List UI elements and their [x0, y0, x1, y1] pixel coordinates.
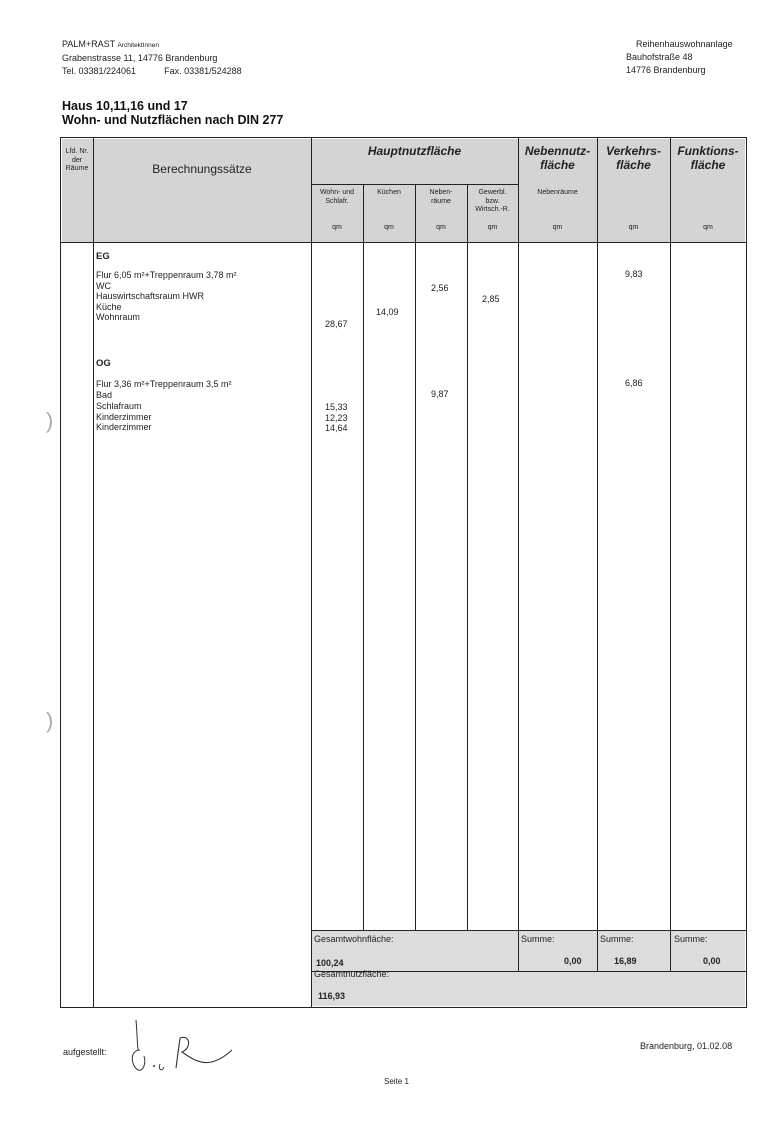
- sum-label-funktion: Summe:: [674, 934, 708, 944]
- col-divider: [311, 138, 312, 1007]
- col-header-lfd-line3: Räume: [65, 165, 89, 172]
- sub-header-wohn: [311, 189, 363, 206]
- col-header-calc: Berechnungssätze: [152, 162, 252, 176]
- col-header-lfd-line2: der: [71, 156, 83, 164]
- group-header-function: [670, 144, 746, 172]
- col-divider: [518, 138, 519, 972]
- table-row-label: Küche: [96, 301, 122, 312]
- unit-label: qm: [332, 224, 342, 231]
- section-eg-rows: [96, 270, 236, 323]
- sub-header-nebenraeume: Nebenräume: [537, 189, 578, 196]
- page-number: Seite 1: [384, 1077, 409, 1086]
- total-wohn-label: Gesamtwohnfläche:: [314, 934, 394, 944]
- row-divider: [311, 184, 519, 185]
- project-city: 14776 Brandenburg: [626, 65, 706, 75]
- col-divider: [415, 184, 416, 930]
- group-header-traffic-line1: Verkehrs-: [606, 144, 661, 158]
- sub-header-gewerbl-line2: bzw.: [485, 197, 500, 205]
- signature-icon: [128, 1020, 238, 1080]
- sub-header-neben: [415, 189, 467, 206]
- sum-label-verkehr: Summe:: [600, 934, 634, 944]
- unit-label: qm: [384, 224, 394, 231]
- total-nutz-value: 116,93: [318, 991, 346, 1001]
- group-header-side-line1: Nebennutz-: [524, 144, 591, 158]
- group-header-main: Hauptnutzfläche: [367, 144, 462, 158]
- firm-subtitle: ArchitektInnen: [117, 42, 160, 49]
- value-neben: 9,87: [431, 389, 449, 399]
- section-eg-heading: EG: [96, 251, 110, 262]
- value-wohn: 28,67: [325, 319, 348, 329]
- document-title-line1: Haus 10,11,16 und 17: [62, 99, 188, 113]
- table-row-label: Wohnraum: [96, 312, 140, 322]
- unit-label: qm: [552, 224, 563, 231]
- col-divider: [597, 138, 598, 972]
- value-wohn: 12,23: [325, 412, 348, 423]
- sub-header-neben-line1: Neben-: [429, 189, 453, 196]
- place-date: Brandenburg, 01.02.08: [640, 1041, 733, 1051]
- col-divider: [467, 184, 468, 930]
- sum-nebennutz: 0,00: [564, 956, 582, 966]
- sum-verkehr: 16,89: [614, 956, 637, 966]
- firm-name: PALM+RAST: [62, 39, 115, 49]
- firm-address: Grabenstrasse 11, 14776 Brandenburg: [62, 53, 218, 63]
- table-row-label: Hauswirtschaftsraum HWR: [96, 291, 205, 301]
- col-divider: [363, 184, 364, 930]
- sum-label-nebennutz: Summe:: [521, 934, 555, 944]
- firm-fax: Fax. 03381/524288: [164, 66, 242, 76]
- prepared-by-label: aufgestellt:: [63, 1047, 107, 1057]
- sub-header-wohn-line2: Schlafr.: [325, 197, 349, 205]
- row-divider: [311, 930, 746, 931]
- value-gewerbl: 2,85: [482, 294, 500, 304]
- table-row-label: Schlafraum: [96, 401, 142, 411]
- table-row-label: WC: [96, 280, 111, 291]
- value-wohn: 14,64: [325, 423, 348, 433]
- section-og-rows: [96, 379, 231, 433]
- col-divider: [93, 138, 94, 1007]
- sub-header-gewerbl: [467, 189, 518, 215]
- group-header-function-line1: Funktions-: [677, 144, 739, 158]
- group-header-function-line2: fläche: [690, 158, 726, 172]
- total-nutz-label: Gesamtnutzfläche:: [314, 969, 390, 979]
- punch-hole-mark: ): [46, 408, 54, 433]
- document-title-line2: Wohn- und Nutzflächen nach DIN 277: [62, 113, 284, 127]
- value-neben: 2,56: [431, 283, 449, 293]
- punch-hole-mark: ): [46, 708, 54, 733]
- value-kueche: 14,09: [376, 307, 399, 317]
- area-table: [60, 137, 747, 1008]
- sub-header-neben-line2: räume: [431, 197, 451, 205]
- unit-label: qm: [436, 224, 446, 231]
- group-header-traffic: [597, 144, 670, 172]
- group-header-traffic-line2: fläche: [616, 158, 651, 172]
- project-street: Bauhofstraße 48: [626, 52, 693, 62]
- value-wohn: 15,33: [325, 402, 348, 412]
- project-name: Reihenhauswohnanlage: [636, 39, 733, 49]
- sub-header-gewerbl-line3: Wirtsch.-R.: [475, 206, 510, 213]
- group-header-side: [518, 144, 597, 172]
- unit-label: qm: [703, 224, 713, 231]
- firm-letterhead: [62, 38, 242, 78]
- col-header-lfd: [61, 148, 93, 174]
- sub-header-kuechen: Küchen: [377, 189, 401, 196]
- sub-header-gewerbl-line1: Gewerbl.: [478, 189, 507, 196]
- total-wohn-value: 100,24: [316, 958, 344, 968]
- col-header-lfd-line1: Lfd. Nr.: [65, 148, 89, 155]
- og-wohn-values: [325, 402, 348, 434]
- sum-funktion: 0,00: [703, 956, 721, 966]
- sub-header-wohn-line1: Wohn- und: [319, 189, 355, 196]
- value-verkehr: 9,83: [625, 269, 643, 279]
- table-row-label: Flur 3,36 m²+Treppenraum 3,5 m²: [96, 379, 232, 389]
- unit-label: qm: [487, 224, 498, 231]
- firm-phone: Tel. 03381/224061: [62, 66, 137, 76]
- row-divider: [61, 242, 746, 243]
- value-verkehr: 6,86: [625, 378, 643, 388]
- table-row-label: Flur 6,05 m²+Treppenraum 3,78 m²: [96, 270, 237, 280]
- group-header-side-line2: fläche: [540, 158, 575, 172]
- section-og-heading: OG: [96, 358, 111, 369]
- table-row-label: Kinderzimmer: [96, 422, 152, 432]
- unit-label: qm: [628, 224, 639, 231]
- document-title: [62, 99, 283, 127]
- col-divider: [670, 138, 671, 972]
- table-row-label: Bad: [96, 389, 113, 400]
- table-row-label: Kinderzimmer: [96, 411, 152, 422]
- project-address: [626, 38, 733, 77]
